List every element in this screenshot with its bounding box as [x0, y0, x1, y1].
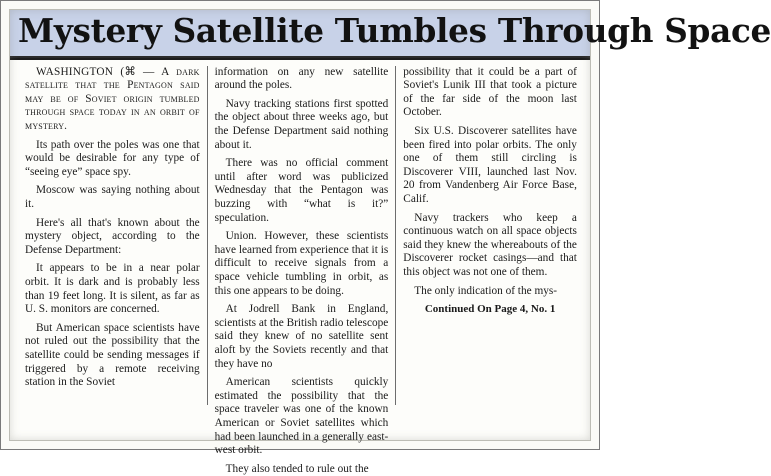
paragraph: Its path over the poles was one that would be desirable for any type of “seeing eye” space spy.	[25, 138, 200, 178]
paragraph: They also tended to rule out the	[225, 462, 369, 475]
paragraph: It appears to be in a near polar orbit. It is dark and is probably less than 19 feet long. It is silent, as far as U. S. monitors are concerned.	[25, 262, 200, 316]
paragraph: The only indication of the mys-	[414, 284, 558, 297]
page-title: Mystery Satellite Tumbles Through Space	[18, 11, 771, 50]
article-columns	[10, 60, 590, 475]
paragraph: There was no official comment until after word was publicized Wednesday that the Pentagon was buzzing with “what is it?” speculation.	[214, 157, 389, 224]
paragraph: At Jodrell Bank in England, scientists at the British radio telescope said they knew of no satellite sent aloft by the Soviets recently and that they have no	[214, 303, 389, 370]
paragraph: Navy trackers who keep a continuous watch on all space objects said they knew the whereabouts of the Discoverer rocket casings—and that this object was not one of them.	[403, 211, 577, 278]
paragraph: Here's all that's known about the mystery object, according to the Defense Department:	[25, 216, 200, 256]
paragraph: Union. However, these scientists have learned from experience that it is difficult to receive signals from a space vehicle tumbling in orbit, as this one appears to be doing.	[214, 230, 389, 297]
paragraph: WASHINGTON (⌘ — A dark satellite that the Pentagon said may be of Soviet origin tumbled through space today in an orbit of mystery.	[25, 65, 200, 133]
continued-note: Continued On Page 4, No. 1	[424, 303, 556, 316]
paragraph: possibility that it could be a part of Soviet's Lunik III that took a picture of the far side of the moon last October.	[403, 65, 577, 119]
paragraph: American scientists quickly estimated the possibility that the space traveler was one of the known American or Soviet satellites which had been launched in a generally east-west orbit.	[214, 376, 389, 457]
clipping-inner	[9, 9, 771, 475]
column-1	[18, 66, 207, 405]
paragraph: information on any new satellite around the poles.	[214, 65, 389, 92]
column-2	[207, 65, 396, 475]
paragraph: But American space scientists have not ruled out the possibility that the satellite could be sending messages if triggered by a remote receiving station in the Soviet	[25, 321, 200, 389]
paragraph: Navy tracking stations first spotted the object about three weeks ago, but the Defense Department said nothing about it.	[214, 97, 389, 151]
paragraph: Six U.S. Discoverer satellites have been fired into polar orbits. The only one of them still circling is Discoverer VIII, launched last Nov. 20 from Vandenberg Air Force Base, Calif.	[403, 125, 577, 205]
paragraph: Moscow was saying nothing about it.	[25, 184, 200, 210]
column-3	[395, 66, 584, 405]
headline-band	[10, 10, 771, 58]
